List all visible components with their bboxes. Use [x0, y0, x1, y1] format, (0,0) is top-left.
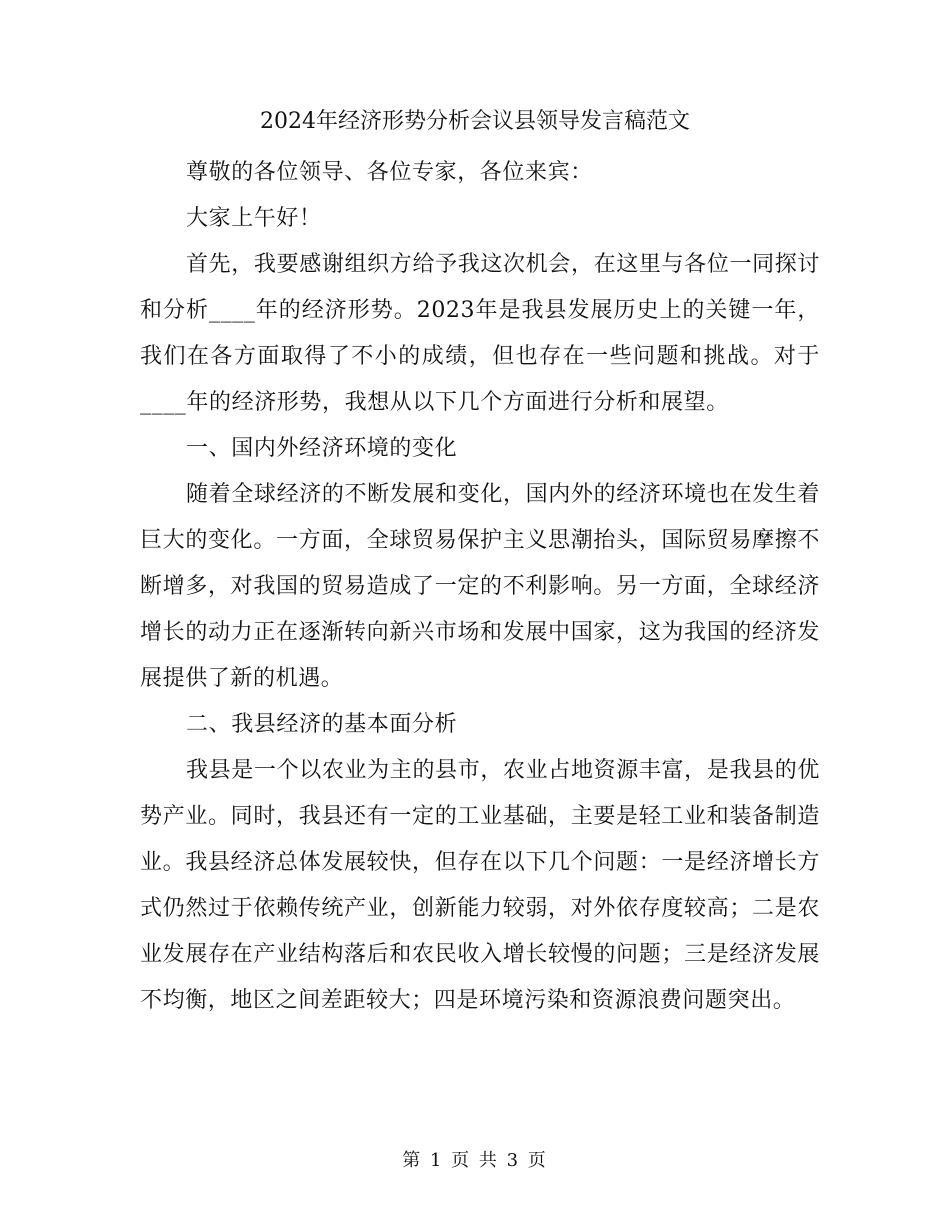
section-2-paragraph: 我县是一个以农业为主的县市，农业占地资源丰富，是我县的优势产业。同时，我县还有一定的工业基础，主要是轻工业和装备制造业。我县经济总体发展较快，但存在以下几个问题：一是经济增长方式仍然过于依赖传统产业，创新能力较弱，对外依存度较高；二是农业发展存在产业结构落后和农民收入增长较慢的问题；三是经济发展不均衡，地区之间差距较大；四是环境污染和资源浪费问题突出。 — [140, 758, 820, 1013]
page-number-footer: 第 1 页 共 3 页 — [402, 1150, 548, 1171]
section-1-paragraph: 随着全球经济的不断发展和变化，国内外的经济环境也在发生着巨大的变化。一方面，全球贸易保护主义思潮抬头，国际贸易摩擦不断增多，对我国的贸易造成了一定的不利影响。另一方面，全球经济增长的动力正在逐渐转向新兴市场和发展中国家，这为我国的经济发展提供了新的机遇。 — [140, 482, 820, 691]
section-heading-2: 二、我县经济的基本面分析 — [186, 712, 458, 737]
intro-paragraph: 首先，我要感谢组织方给予我这次机会，在这里与各位一同探讨和分析____年的经济形势。2023年是我县发展历史上的关键一年，我们在各方面取得了不小的成绩，但也存在一些问题和挑战。对于____年的经济形势，我想从以下几个方面进行分析和展望。 — [140, 252, 820, 415]
document-body — [140, 150, 820, 1024]
greeting-paragraph: 大家上午好！ — [186, 206, 322, 231]
section-heading-1: 一、国内外经济环境的变化 — [186, 436, 458, 461]
document-title: 2024年经济形势分析会议县领导发言稿范文 — [260, 109, 690, 134]
salutation-paragraph: 尊敬的各位领导、各位专家，各位来宾： — [186, 160, 593, 185]
